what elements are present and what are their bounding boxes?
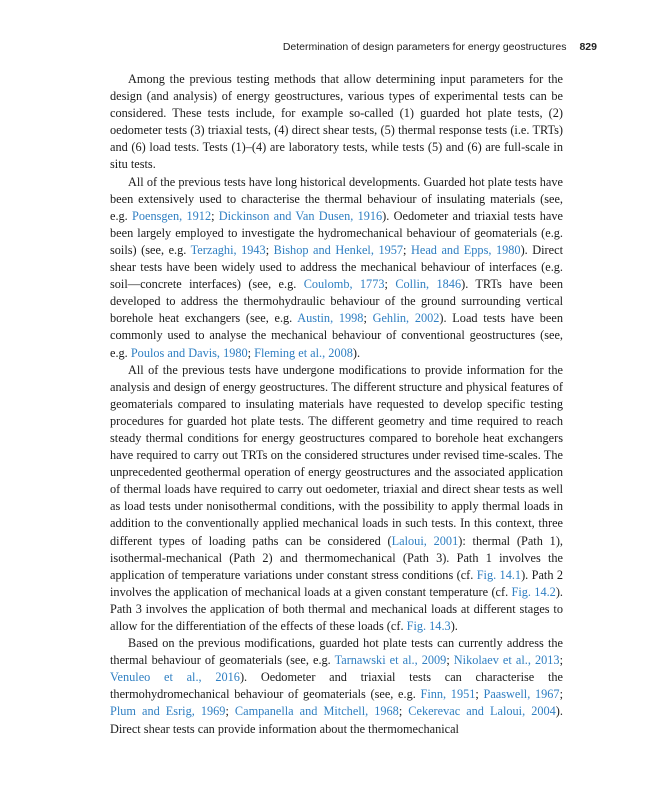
citation-link[interactable]: Poulos and Davis, 1980 [130,345,248,360]
paragraph-text: ). Oedometer and triaxial tests can characterise the thermohydromechanical behaviour of geomaterials (see, e.g. [110,670,563,702]
citation-link[interactable]: Head and Epps, 1980 [411,242,521,257]
citation-link[interactable]: Coulomb, 1773 [303,277,385,292]
paragraph-text: ; [225,704,235,719]
paragraph-text: ; [559,653,563,668]
citation-link[interactable]: Tarnawski et al., 2009 [334,653,447,668]
paragraph-text: Based on the previous modifications, guarded hot plate tests can currently address the thermal behaviour of geomaterials (see, e.g. [110,636,563,668]
paragraph-text: ). Load tests have been commonly used to analyse the mechanical behaviour of conventional geostructures (see, e.g. [110,311,563,360]
citation-link[interactable]: Paaswell, 1967 [483,687,560,702]
paragraph [110,362,563,636]
paragraph-text: ). Direct shear tests have been widely used to address the mechanical behaviour of interfaces (e.g. soil—concrete interfaces) (see, e.g. [110,242,563,292]
citation-link[interactable]: Fig. 14.1 [476,567,522,582]
paragraph [110,635,563,738]
citation-link[interactable]: Cekerevac and Laloui, 2004 [408,704,556,719]
paragraph-text: ; [384,277,396,292]
citation-link[interactable]: Fig. 14.2 [511,584,556,599]
running-header-title: Determination of design parameters for energy geostructures [282,41,567,53]
paragraph-text: ): thermal (Path 1), isothermal-mechanical (Path 2) and thermomechanical (Path 3). Path 1 involves the application of temperature variations under constant stress conditions (cf. [110,533,563,582]
citation-link[interactable]: Campanella and Mitchell, 1968 [234,704,399,719]
paragraph-text: ; [559,687,563,702]
paragraph [110,174,563,362]
paragraph [110,71,563,174]
citation-link[interactable]: Gehlin, 2002 [372,311,440,326]
citation-link[interactable]: Nikolaev et al., 2013 [453,653,560,668]
paragraph-text: ). Direct shear tests can provide information about the thermomechanical [110,704,563,736]
paragraph-text: ; [265,242,274,257]
citation-link[interactable]: Collin, 1846 [395,277,462,292]
citation-link[interactable]: Laloui, 2001 [391,533,459,548]
page-number: 829 [579,41,597,53]
paragraph-text: Among the previous testing methods that allow determining input parameters for the design (and analysis) of energy geostructures, various types of experimental tests can be considered. These tests include, for example so-called (1) guarded hot plate tests, (2) oedometer tests (3) triaxial tests, (4) direct shear tests, (5) thermal response tests (i.e. TRTs) and (6) load tests. Tests (1)–(4) are laboratory tests, while tests (5) and (6) are full-scale in situ tests. [110,72,563,172]
paragraph-text: ; [475,687,484,702]
paragraph-text: ). Path 2 involves the application of mechanical loads at a given constant temperature (cf. [110,567,564,599]
body-text [110,71,563,738]
paragraph-text: ; [403,242,411,257]
citation-link[interactable]: Terzaghi, 1943 [190,242,266,257]
citation-link[interactable]: Venuleo et al., 2016 [110,670,240,685]
paragraph-text: All of the previous tests have undergone modifications to provide information for the analysis and design of energy geostructures. The different structure and physical features of geomaterials compared to insulating materials have requested to develop specific testing procedures for guarded hot plate tests. The different geometry and time required to reach steady thermal conditions for energy geostructures compared to borehole heat exchangers have required to carry out TRTs on the considered structures under revised time-scales. The unprecedented geothermal operation of energy geostructures and the associated application of thermal loads have required to carry out oedometer, triaxial and direct shear tests as well as load tests under nonisothermal conditions, with the possibility to apply thermal loads in addition to the conventionally applied mechanical loads in such tests. In this context, three different types of loading paths can be considered ( [110,362,563,548]
paragraph-text: ; [363,311,373,326]
paragraph-text: All of the previous tests have long historical developments. Guarded hot plate tests have been extensively used to characterise the thermal behaviour of insulating materials (see, e.g. [110,174,563,223]
running-header [0,41,597,53]
paragraph-text: ; [247,345,255,360]
paragraph-text: ). Path 3 involves the application of both thermal and mechanical loads at different stages to allow for the differentiation of the effects of these loads (cf. [110,584,563,633]
citation-link[interactable]: Bishop and Henkel, 1957 [273,242,404,257]
citation-link[interactable]: Fig. 14.3 [406,619,451,633]
paragraph-text: ). [352,345,361,360]
paragraph-text: ; [398,704,409,719]
paragraph-text: ; [446,653,454,668]
citation-link[interactable]: Dickinson and Van Dusen, 1916 [218,208,383,223]
citation-link[interactable]: Plum and Esrig, 1969 [110,704,226,719]
citation-link[interactable]: Finn, 1951 [420,687,476,702]
citation-link[interactable]: Poensgen, 1912 [132,208,212,223]
paragraph-text: ). Oedometer and triaxial tests have been largely employed to investigate the hydromechanical behaviour of geomaterials (e.g. soils) (see, e.g. [110,208,563,257]
citation-link[interactable]: Fleming et al., 2008 [254,345,353,360]
paragraph-text: ). [450,619,458,633]
paragraph-text: ). TRTs have been developed to address the thermohydraulic behaviour of the ground surrounding vertical borehole heat exchangers (see, e.g. [110,277,563,326]
paragraph-text: ; [211,208,219,223]
citation-link[interactable]: Austin, 1998 [297,311,364,326]
